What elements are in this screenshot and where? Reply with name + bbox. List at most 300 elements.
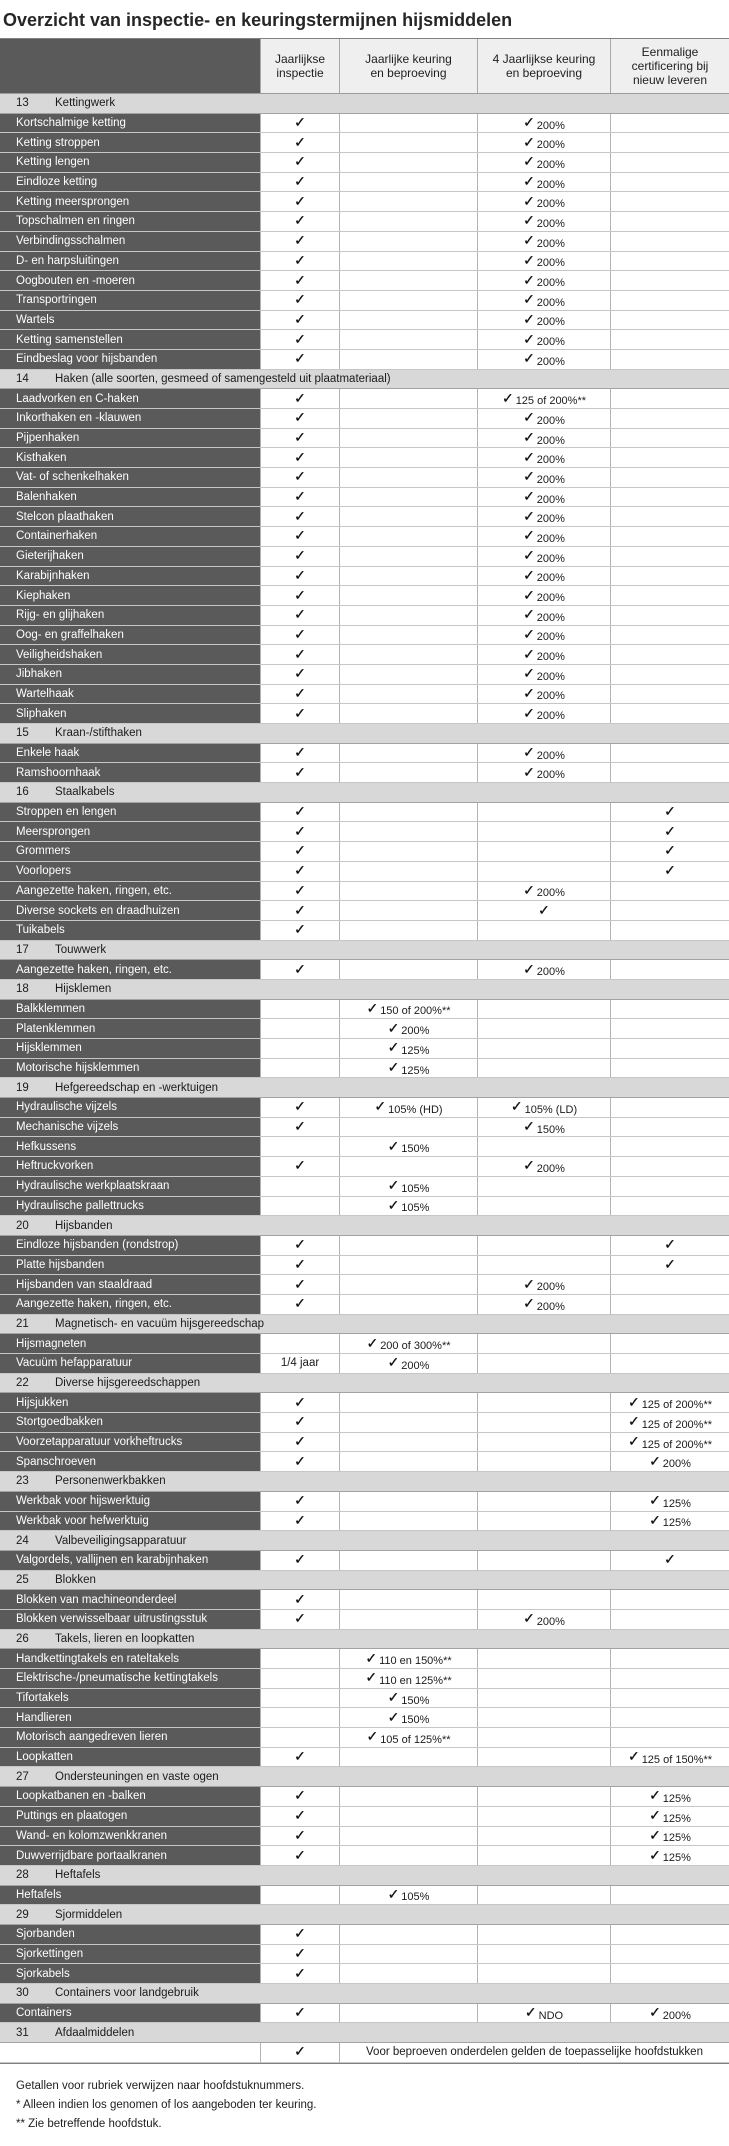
table-row: [0, 429, 729, 449]
row-label: Aangezette haken, ringen, etc.: [0, 882, 260, 901]
row-note: Voor beproeven onderdelen gelden de toepasselijke hoofdstukken: [339, 2043, 729, 2062]
table-cell: [260, 1334, 339, 1353]
table-cell: [260, 822, 339, 841]
cell-value: 125%: [662, 1792, 691, 1805]
row-label: Wand- en kolomzwenkkranen: [0, 1827, 260, 1846]
table-cell: [610, 763, 729, 782]
cell-value: 125 of 150%**: [641, 1753, 713, 1766]
table-cell: [339, 1039, 477, 1058]
table-cell: [610, 409, 729, 428]
table-row: [0, 1649, 729, 1669]
row-label: Hijsjukken: [0, 1393, 260, 1412]
table-cell: [477, 960, 610, 979]
table-row: [0, 960, 729, 980]
table-row: [0, 1137, 729, 1157]
check-icon: [294, 648, 306, 662]
table-cell: [477, 842, 610, 861]
table-cell: [260, 133, 339, 152]
cell-value: 125 of 200%**: [515, 395, 587, 408]
check-icon: [294, 963, 306, 977]
table-row: [0, 1512, 729, 1532]
table-cell: [339, 114, 477, 133]
check-icon: [294, 1258, 306, 1272]
row-label: Blokken van machineonderdeel: [0, 1590, 260, 1609]
table-row: [0, 1610, 729, 1630]
section-header: [0, 370, 729, 390]
cell-value: 125 of 200%**: [641, 1399, 713, 1412]
table-cell: [610, 350, 729, 369]
table-cell: [610, 1236, 729, 1255]
row-label: Loopkatbanen en -balken: [0, 1787, 260, 1806]
table-cell: [260, 1708, 339, 1727]
table-cell: [477, 114, 610, 133]
table-cell: [610, 1393, 729, 1412]
check-icon: [294, 1415, 306, 1429]
table-cell: [339, 763, 477, 782]
table-cell: [477, 1551, 610, 1570]
check-icon: [664, 1553, 676, 1567]
check-icon: [523, 1120, 535, 1134]
table-cell: [610, 803, 729, 822]
table-cell: [610, 1846, 729, 1865]
table-cell: [610, 1787, 729, 1806]
table-cell: [610, 1925, 729, 1944]
row-label: Stortgoedbakken: [0, 1413, 260, 1432]
table-row: [0, 901, 729, 921]
table-cell: [610, 1827, 729, 1846]
table-cell: [339, 1689, 477, 1708]
table-cell: [610, 1177, 729, 1196]
row-label: Sjorbanden: [0, 1925, 260, 1944]
table-row: [0, 409, 729, 429]
row-label: Oogbouten en -moeren: [0, 271, 260, 290]
row-label: Hijsbanden van staaldraad: [0, 1275, 260, 1294]
table-cell: [260, 1551, 339, 1570]
table-cell: [477, 1669, 610, 1688]
cell-value: 200%: [662, 1458, 691, 1471]
table-cell: [339, 1492, 477, 1511]
check-icon: [523, 963, 535, 977]
check-icon: [649, 1829, 661, 1843]
table-cell: [477, 1512, 610, 1531]
table-cell: [477, 645, 610, 664]
table-cell: [260, 1019, 339, 1038]
table-cell: [339, 1452, 477, 1471]
table-cell: [610, 921, 729, 940]
row-label: Ramshoornhaak: [0, 763, 260, 782]
row-label: Tuikabels: [0, 921, 260, 940]
section-number: 28: [16, 1869, 29, 1882]
cell-value: 105%: [401, 1182, 430, 1195]
cell-value: 105% (HD): [388, 1103, 443, 1116]
check-icon: [294, 1849, 306, 1863]
table-row: [0, 252, 729, 272]
table-cell: [477, 271, 610, 290]
table-cell: [260, 1256, 339, 1275]
table-cell: [339, 1433, 477, 1452]
row-label: Hefkussens: [0, 1137, 260, 1156]
table-cell: [610, 1492, 729, 1511]
table-cell: [260, 173, 339, 192]
table-cell: [610, 1689, 729, 1708]
section-number: 20: [16, 1219, 29, 1232]
table-cell: [339, 1334, 477, 1353]
table-cell: [339, 842, 477, 861]
section-header: [0, 1472, 729, 1492]
row-label: Ketting stroppen: [0, 133, 260, 152]
table-cell: [339, 1157, 477, 1176]
table-row: [0, 133, 729, 153]
table-cell: [339, 311, 477, 330]
table-row: [0, 448, 729, 468]
table-cell: [260, 665, 339, 684]
table-cell: [610, 1354, 729, 1373]
check-icon: [664, 864, 676, 878]
table-cell: [339, 960, 477, 979]
row-label: Eindloze hijsbanden (rondstrop): [0, 1236, 260, 1255]
table-cell: [260, 1236, 339, 1255]
table-cell: [260, 527, 339, 546]
table-cell: [610, 1275, 729, 1294]
cell-value: 200%: [536, 769, 565, 782]
table-cell: [339, 252, 477, 271]
table-cell: [260, 114, 339, 133]
row-label: Spanschroeven: [0, 1452, 260, 1471]
table-row: [0, 1846, 729, 1866]
row-label: Kisthaken: [0, 448, 260, 467]
table-cell: [477, 1334, 610, 1353]
row-label: Aangezette haken, ringen, etc.: [0, 960, 260, 979]
check-icon: [294, 687, 306, 701]
section-header: [0, 1630, 729, 1650]
table-cell: [339, 626, 477, 645]
table-cell: [477, 507, 610, 526]
table-cell: [339, 1275, 477, 1294]
check-icon: [523, 1297, 535, 1311]
table-cell: [339, 212, 477, 231]
check-icon: [649, 1494, 661, 1508]
table-cell: [339, 744, 477, 763]
row-label: Diverse sockets en draadhuizen: [0, 901, 260, 920]
table-cell: [260, 1925, 339, 1944]
table-cell: [260, 252, 339, 271]
table-row: [0, 1393, 729, 1413]
section-number: 19: [16, 1081, 29, 1094]
table-row: [0, 1590, 729, 1610]
table-cell: [260, 1827, 339, 1846]
table-cell: [339, 1137, 477, 1156]
table-cell: [260, 507, 339, 526]
table-cell: [260, 192, 339, 211]
table-row: [0, 1748, 729, 1768]
check-icon: [294, 1455, 306, 1469]
cell-value: 200%: [536, 198, 565, 211]
check-icon: [388, 1061, 400, 1075]
table-cell: [339, 1669, 477, 1688]
cell-value: 200%: [662, 2009, 691, 2022]
table-cell: [477, 626, 610, 645]
table-cell: [260, 567, 339, 586]
row-label: Wartels: [0, 311, 260, 330]
check-icon: [523, 431, 535, 445]
section-title: Hefgereedschap en -werktuigen: [55, 1081, 219, 1094]
check-icon: [294, 274, 306, 288]
table-cell: [260, 389, 339, 408]
row-label: Ketting samenstellen: [0, 330, 260, 349]
section-number: 18: [16, 983, 29, 996]
table-cell: [477, 1807, 610, 1826]
column-header-4-jaarlijkse-keuring: 4 Jaarlijkse keuring en beproeving: [477, 39, 610, 93]
table-cell: [339, 527, 477, 546]
table-cell: [610, 153, 729, 172]
cell-value: 125%: [662, 1832, 691, 1845]
cell-value: 200%: [536, 592, 565, 605]
table-cell: [260, 1354, 339, 1373]
table-cell: [339, 1236, 477, 1255]
row-label: Hijsmagneten: [0, 1334, 260, 1353]
check-icon: [294, 1494, 306, 1508]
table-cell: [477, 685, 610, 704]
table-cell: [477, 311, 610, 330]
table-cell: [339, 2004, 477, 2023]
row-label: Elektrische-/pneumatische kettingtakels: [0, 1669, 260, 1688]
check-icon: [294, 608, 306, 622]
table-cell: [260, 311, 339, 330]
row-label: Veiligheidshaken: [0, 645, 260, 664]
table-cell: [477, 1413, 610, 1432]
column-header-eenmalige-certificering: Eenmalige certificering bij nieuw leveren: [610, 39, 729, 93]
row-label: Kiephaken: [0, 586, 260, 605]
cell-value: 200%: [536, 749, 565, 762]
table-cell: [610, 330, 729, 349]
table-row: [0, 1197, 729, 1217]
table-cell: [339, 1295, 477, 1314]
check-icon: [294, 1789, 306, 1803]
cell-value: 125 of 200%**: [641, 1438, 713, 1451]
table-row: [0, 2043, 729, 2063]
row-label: Aangezette haken, ringen, etc.: [0, 1295, 260, 1314]
table-cell: [610, 114, 729, 133]
check-icon: [294, 136, 306, 150]
check-icon: [294, 844, 306, 858]
table-cell: [477, 1098, 610, 1117]
check-icon: [294, 746, 306, 760]
table-cell: [260, 960, 339, 979]
table-cell: [260, 606, 339, 625]
table-cell: [477, 1649, 610, 1668]
table-row: [0, 1098, 729, 1118]
table-row: [0, 2004, 729, 2024]
check-icon: [388, 1356, 400, 1370]
table-row: [0, 1236, 729, 1256]
check-icon: [664, 805, 676, 819]
table-cell: [339, 350, 477, 369]
check-icon: [294, 589, 306, 603]
table-cell: [477, 1925, 610, 1944]
row-label: Loopkatten: [0, 1748, 260, 1767]
table-cell: [477, 291, 610, 310]
cell-value: 200%: [536, 139, 565, 152]
table-row: [0, 547, 729, 567]
table-cell: [610, 1708, 729, 1727]
section-header: [0, 1571, 729, 1591]
table-cell: [260, 803, 339, 822]
table-cell: [610, 192, 729, 211]
check-icon: [294, 825, 306, 839]
table-cell: [610, 1551, 729, 1570]
table-cell: [260, 1590, 339, 1609]
table-cell: [260, 1039, 339, 1058]
section-number: 30: [16, 1987, 29, 2000]
table-cell: [260, 1610, 339, 1629]
section-title: Valbeveiligingsapparatuur: [55, 1534, 187, 1547]
table-cell: [610, 882, 729, 901]
check-icon: [294, 1829, 306, 1843]
check-icon: [664, 825, 676, 839]
section-number: 14: [16, 372, 29, 385]
row-label: Balenhaken: [0, 488, 260, 507]
table-cell: [260, 1728, 339, 1747]
table-cell: [260, 1413, 339, 1432]
check-icon: [294, 214, 306, 228]
check-icon: [294, 254, 306, 268]
table-cell: [610, 960, 729, 979]
table-cell: [477, 704, 610, 723]
check-icon: [294, 1967, 306, 1981]
table-cell: [477, 448, 610, 467]
table-cell: [260, 448, 339, 467]
table-cell: [260, 626, 339, 645]
check-icon: [294, 234, 306, 248]
row-label: Ketting lengen: [0, 153, 260, 172]
table-cell: [260, 901, 339, 920]
section-title: Blokken: [55, 1573, 96, 1586]
check-icon: [294, 1396, 306, 1410]
table-cell: [339, 645, 477, 664]
section-number: 29: [16, 1908, 29, 1921]
cell-value: 150%: [536, 1123, 565, 1136]
table-cell: [610, 862, 729, 881]
table-cell: [477, 665, 610, 684]
table-cell: [610, 1000, 729, 1019]
table-row: [0, 1964, 729, 1984]
check-icon: [294, 569, 306, 583]
row-label: Transportringen: [0, 291, 260, 310]
section-header: [0, 1216, 729, 1236]
table-cell: [260, 1452, 339, 1471]
section-number: 25: [16, 1573, 29, 1586]
table-row: [0, 1492, 729, 1512]
check-icon: [294, 1750, 306, 1764]
table-row: [0, 1019, 729, 1039]
row-label: Stelcon plaathaken: [0, 507, 260, 526]
cell-value: 200%: [536, 493, 565, 506]
cell-value: 200%: [536, 414, 565, 427]
table-row: [0, 1275, 729, 1295]
check-icon: [294, 1927, 306, 1941]
table-cell: [610, 1039, 729, 1058]
cell-value: 200%: [536, 651, 565, 664]
table-cell: [477, 547, 610, 566]
table-cell: [610, 606, 729, 625]
table-cell: [610, 1413, 729, 1432]
check-icon: [365, 1671, 377, 1685]
check-icon: [294, 884, 306, 898]
check-icon: [523, 195, 535, 209]
section-number: 21: [16, 1317, 29, 1330]
row-label: Voorlopers: [0, 862, 260, 881]
table-cell: [339, 1964, 477, 1983]
section-title: Kettingwerk: [55, 97, 116, 110]
row-label: Vacuüm hefapparatuur: [0, 1354, 260, 1373]
row-label: Meersprongen: [0, 822, 260, 841]
table-row: [0, 1000, 729, 1020]
table-row: [0, 803, 729, 823]
table-row: [0, 1039, 729, 1059]
check-icon: [294, 529, 306, 543]
footnote: * Alleen indien los genomen of los aangeboden ter keuring.: [16, 2099, 317, 2111]
table-row: [0, 1256, 729, 1276]
check-icon: [366, 1730, 378, 1744]
row-label: Puttings en plaatogen: [0, 1807, 260, 1826]
table-cell: [260, 1807, 339, 1826]
row-label: Duwverrijdbare portaalkranen: [0, 1846, 260, 1865]
table-cell: [610, 1452, 729, 1471]
table-cell: [260, 468, 339, 487]
check-icon: [523, 884, 535, 898]
check-icon: [294, 1947, 306, 1961]
header-corner: [0, 39, 260, 93]
check-icon: [294, 1612, 306, 1626]
check-icon: [523, 687, 535, 701]
table-cell: [260, 1000, 339, 1019]
check-icon: [294, 2006, 306, 2020]
row-label: Balkklemmen: [0, 1000, 260, 1019]
table-body: [0, 94, 729, 2063]
cell-value: 105% (LD): [524, 1103, 578, 1116]
table-cell: [339, 1886, 477, 1905]
table-row: [0, 1413, 729, 1433]
check-icon: [294, 313, 306, 327]
table-cell: [339, 822, 477, 841]
table-row: [0, 1354, 729, 1374]
table-cell: [339, 133, 477, 152]
row-label: Hydraulische pallettrucks: [0, 1197, 260, 1216]
check-icon: [523, 451, 535, 465]
table-cell: [477, 1964, 610, 1983]
table-cell: [610, 645, 729, 664]
section-header: [0, 1767, 729, 1787]
table-cell: [477, 1492, 610, 1511]
table-cell: [477, 1452, 610, 1471]
section-title: Takels, lieren en loopkatten: [55, 1632, 195, 1645]
table-cell: [260, 1118, 339, 1137]
section-title: Staalkabels: [55, 786, 115, 799]
table-cell: [339, 291, 477, 310]
section-number: 13: [16, 97, 29, 110]
table-cell: [610, 271, 729, 290]
table-cell: [477, 133, 610, 152]
footnote: Getallen voor rubriek verwijzen naar hoofdstuknummers.: [16, 2080, 305, 2092]
table-cell: [610, 901, 729, 920]
table-cell: [477, 763, 610, 782]
check-icon: [523, 1159, 535, 1173]
table-cell: [610, 252, 729, 271]
table-cell: [477, 1433, 610, 1452]
check-icon: [294, 155, 306, 169]
table-row: [0, 606, 729, 626]
check-icon: [523, 214, 535, 228]
